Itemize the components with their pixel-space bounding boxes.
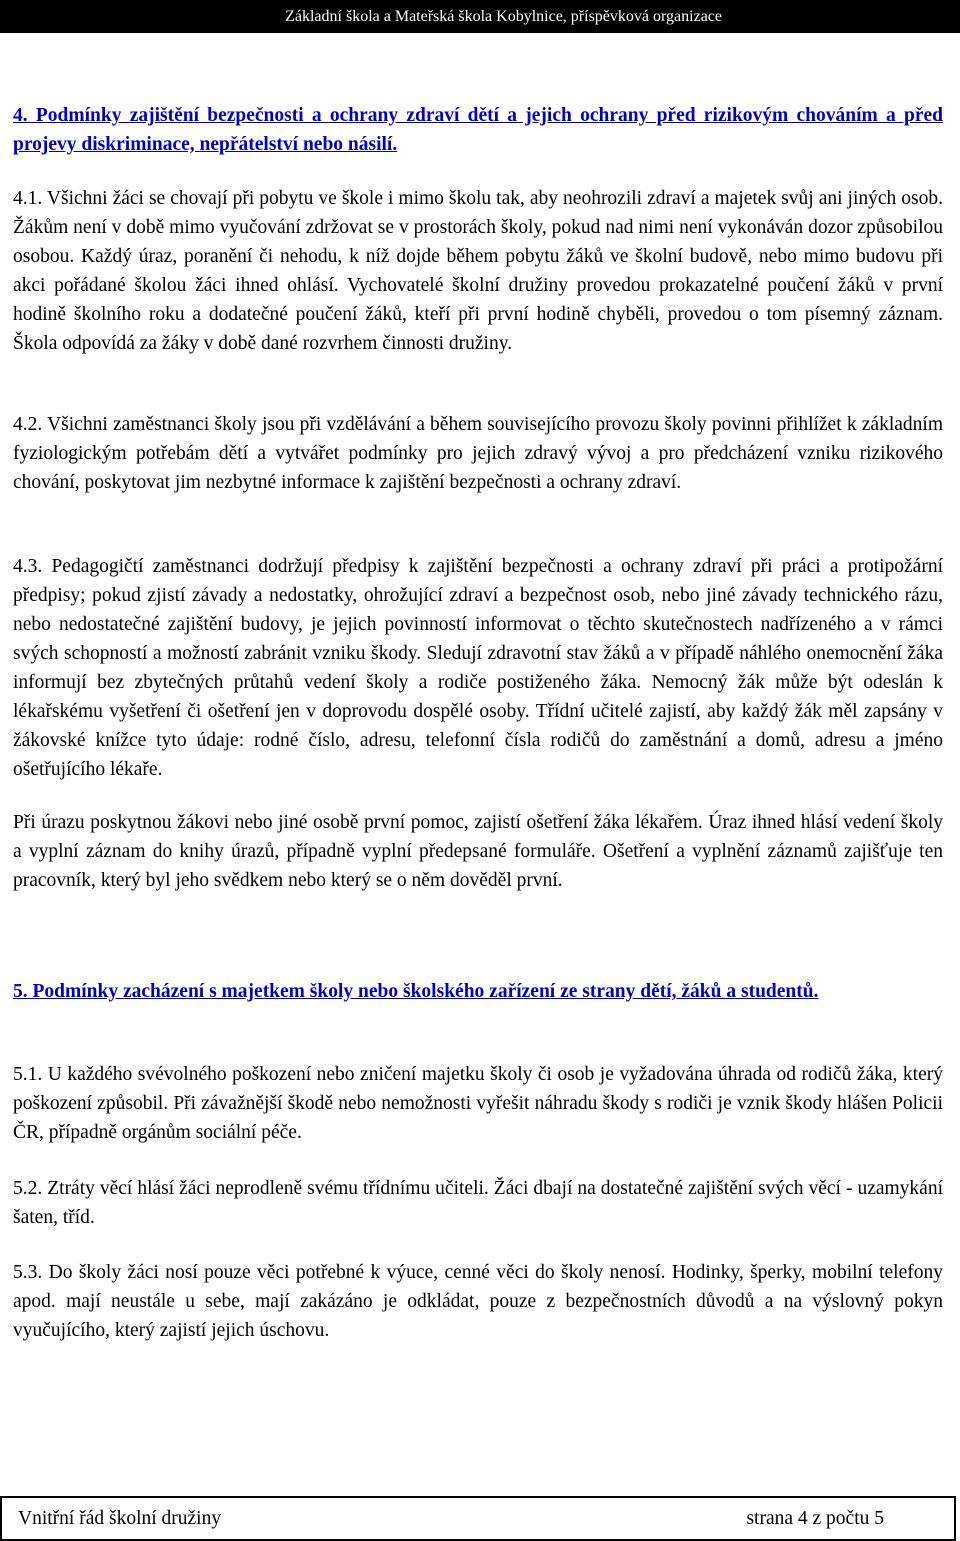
- paragraph-5-1: 5.1. U každého svévolného poškození nebo zničení majetku školy či osob je vyžadována úhrada od rodičů žáka, který poškození způsobil. Při závažnější škodě nebo nemožnosti vyřešit náhradu škody s rodiči je vznik škody hlášen Policii ČR, případně orgánům sociální péče.: [13, 1064, 943, 1143]
- paragraph-4-2: 4.2. Všichni zaměstnanci školy jsou při vzdělávání a během souvisejícího provozu školy povinni přihlížet k základním fyziologickým potřebám dětí a vytvářet podmínky pro jejich zdravý vývoj a pro předcházení vzniku rizikového chování, poskytovat jim nezbytné informace k zajištění bezpečnosti a ochrany zdraví.: [13, 414, 943, 493]
- paragraph-5-3: 5.3. Do školy žáci nosí pouze věci potřebné k výuce, cenné věci do školy nenosí. Hodinky, šperky, mobilní telefony apod. mají neustále u sebe, mají zakázáno je odkládat, pouze z bezpečnostních důvodů a na výslovný pokyn vyučujícího, který zajistí jejich úschovu.: [13, 1262, 943, 1341]
- document-header: [0, 0, 960, 33]
- paragraph-5-2: 5.2. Ztráty věcí hlásí žáci neprodleně svému třídnímu učiteli. Žáci dbají na dostatečné zajištění svých věcí - uzamykání šaten, tříd.: [13, 1178, 943, 1228]
- footer-page-number: strana 4 z počtu 5: [746, 1508, 884, 1529]
- section-5-heading: 5. Podmínky zacházení s majetkem školy nebo školského zařízení ze strany dětí, žáků a studentů.: [13, 981, 819, 1002]
- section-4-heading: 4. Podmínky zajištění bezpečnosti a ochrany zdraví dětí a jejich ochrany před rizikovým chováním a před projevy diskriminace, nepřátelství nebo násilí.: [13, 105, 943, 155]
- header-title: Základní škola a Mateřská škola Kobylnice, příspěvková organizace: [285, 8, 722, 25]
- paragraph-4-4: Při úrazu poskytnou žákovi nebo jiné osobě první pomoc, zajistí ošetření žáka lékařem. Úraz ihned hlásí vedení školy a vyplní záznam do knihy úrazů, případně vyplní předepsané formuláře. Ošetření a vyplnění záznamů zajišťuje ten pracovník, který byl jeho svědkem nebo který se o něm dověděl první.: [13, 812, 943, 891]
- document-footer: [0, 1496, 956, 1541]
- paragraph-4-1: 4.1. Všichni žáci se chovají při pobytu ve škole i mimo školu tak, aby neohrozili zdraví a majetek svůj ani jiných osob. Žákům není v době mimo vyučování zdržovat se v prostorách školy, pokud nad nimi není vykonáván dozor způsobilou osobou. Každý úraz, poranění či nehodu, k níž dojde během pobytu žáků ve školní budově, nebo mimo budovu při akci pořádané školou žáci ihned ohlásí. Vychovatelé školní družiny provedou prokazatelné poučení žáků v první hodině školního roku a dodatečné poučení žáků, kteří při první hodině chyběli, provedou o tom písemný záznam. Škola odpovídá za žáky v době dané rozvrhem činnosti družiny.: [13, 188, 943, 354]
- paragraph-4-3: 4.3. Pedagogičtí zaměstnanci dodržují předpisy k zajištění bezpečnosti a ochrany zdraví při práci a protipožární předpisy; pokud zjistí závady a nedostatky, ohrožující zdraví a bezpečnost osob, nebo jiné závady technického rázu, nebo nedostatečné zajištění budovy, je jejich povinností informovat o těchto skutečnostech nadřízeného a v rámci svých schopností a možností zabránit vzniku škody. Sledují zdravotní stav žáků a v případě náhlého onemocnění žáka informují bez zbytečných průtahů vedení školy a rodiče postiženého žáka. Nemocný žák může být odeslán k lékařskému vyšetření či ošetření jen v doprovodu dospělé osoby. Třídní učitelé zajistí, aby každý žák měl zapsány v žákovské knížce tyto údaje: rodné číslo, adresu, telefonní čísla rodičů do zaměstnání a domů, adresu a jméno ošetřujícího lékaře.: [13, 556, 943, 780]
- footer-document-title: Vnitřní řád školní družiny: [18, 1508, 222, 1529]
